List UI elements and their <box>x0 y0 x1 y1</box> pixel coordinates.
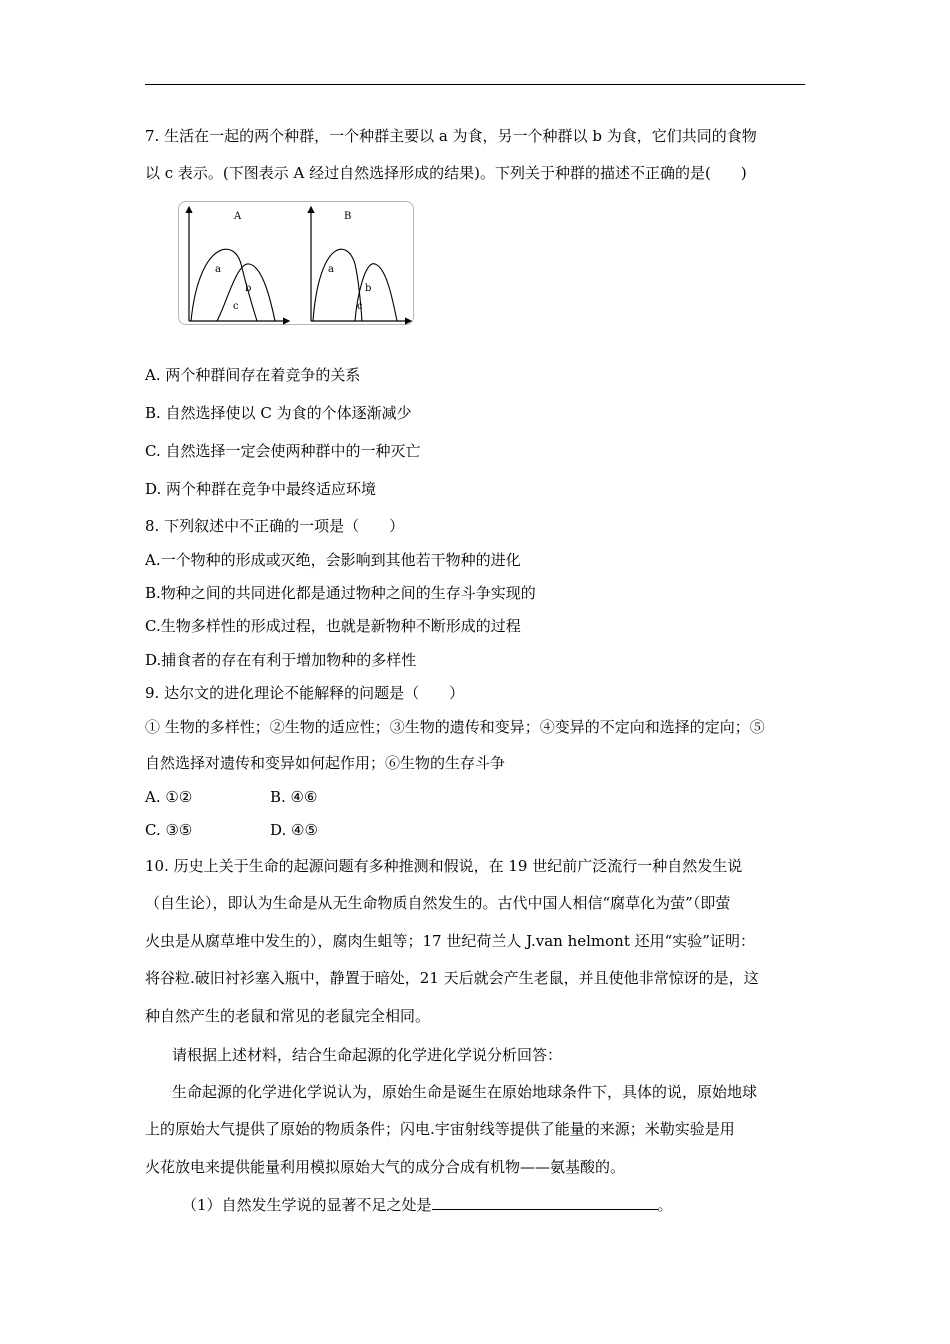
q10-p1-line4: 将谷粒.破旧衬衫塞入瓶中，静置于暗处，21 天后就会产生老鼠，并且使他非常惊讶的是，这 <box>145 969 759 987</box>
q8-option-a[interactable]: A.一个物种的形成或灭绝，会影响到其他若干物种的进化 <box>145 551 521 569</box>
q9-option-c[interactable]: C. ③⑤ <box>145 821 193 839</box>
q9-body-line1: ① 生物的多样性；②生物的适应性；③生物的遗传和变异；④变异的不定向和选择的定向；⑤ <box>145 718 765 736</box>
q8-option-d[interactable]: D.捕食者的存在有利于增加物种的多样性 <box>145 651 417 669</box>
q10-p1-line2: （自生论），即认为生命是从无生命物质自然发生的。古代中国人相信“腐草化为萤”（即萤 <box>145 894 731 912</box>
q8-option-b[interactable]: B.物种之间的共同进化都是通过物种之间的生存斗争实现的 <box>145 584 536 602</box>
competition-curves <box>179 202 415 326</box>
q10-p3-line2: 上的原始大气提供了原始的物质条件；闪电.宇宙射线等提供了能量的来源；米勒实验是用 <box>145 1120 735 1138</box>
header-rule <box>145 84 805 85</box>
q7-option-d[interactable]: D. 两个种群在竞争中最终适应环境 <box>145 480 377 498</box>
q10-sub1-end: 。 <box>657 1196 673 1214</box>
q9-option-d[interactable]: D. ④⑤ <box>270 821 318 839</box>
q7-stem-line2: 以 c 表示。(下图表示 A 经过自然选择形成的结果)。下列关于种群的描述不正确的是( ) <box>145 164 747 182</box>
panel-b-curve-a <box>313 249 362 321</box>
panel-a-label-c: c <box>233 301 239 312</box>
q10-p3-line3: 火花放电来提供能量利用模拟原始大气的成分合成有机物——氨基酸的。 <box>145 1158 626 1176</box>
panel-a <box>189 207 289 321</box>
q8-option-c[interactable]: C.生物多样性的形成过程，也就是新物种不断形成的过程 <box>145 617 521 635</box>
q8-stem: 8. 下列叙述中不正确的一项是（ ） <box>145 517 405 535</box>
q9-option-b[interactable]: B. ④⑥ <box>270 788 318 806</box>
panel-b-label-c: c <box>357 301 363 312</box>
q9-stem: 9. 达尔文的进化理论不能解释的问题是（ ） <box>145 684 465 702</box>
q7-stem-line1: 7. 生活在一起的两个种群，一个种群主要以 a 为食，另一个种群以 b 为食，它们共同的食物 <box>145 127 757 145</box>
q10-sub1-label: （1）自然发生学说的显著不足之处是 <box>182 1196 432 1214</box>
q9-options-row1 <box>145 787 317 807</box>
panel-b-title: B <box>344 211 352 222</box>
panel-b-label-a: a <box>328 264 334 275</box>
q9-body-line2: 自然选择对遗传和变异如何起作用；⑥生物的生存斗争 <box>145 754 506 772</box>
q10-p1-line1: 10. 历史上关于生命的起源问题有多种推测和假说，在 19 世纪前广泛流行一种自然发生说 <box>145 857 743 875</box>
q9-options-row2 <box>145 820 318 840</box>
q10-p3-line1: 生命起源的化学进化学说认为，原始生命是诞生在原始地球条件下，具体的说，原始地球 <box>172 1083 758 1101</box>
q10-p1-line3: 火虫是从腐草堆中发生的），腐肉生蛆等；17 世纪荷兰人 J.van helmont 还用“实验”证明： <box>145 932 755 950</box>
competition-figure <box>178 201 414 325</box>
q10-sub1 <box>182 1193 673 1215</box>
q9-option-a[interactable]: A. ①② <box>145 788 193 806</box>
q10-sub1-answer-blank[interactable] <box>432 1193 658 1210</box>
panel-b <box>311 207 411 321</box>
panel-a-title: A <box>234 211 242 222</box>
q7-option-b[interactable]: B. 自然选择使以 C 为食的个体逐渐减少 <box>145 404 412 422</box>
q7-option-c[interactable]: C. 自然选择一定会使两种群中的一种灭亡 <box>145 442 421 460</box>
q10-instruction: 请根据上述材料，结合生命起源的化学进化学说分析回答： <box>172 1046 563 1064</box>
panel-a-label-a: a <box>215 264 221 275</box>
panel-b-label-b: b <box>365 283 372 294</box>
q7-option-a[interactable]: A. 两个种群间存在着竞争的关系 <box>145 366 361 384</box>
q10-p1-line5: 种自然产生的老鼠和常见的老鼠完全相同。 <box>145 1007 431 1025</box>
panel-a-label-b: b <box>245 283 252 294</box>
